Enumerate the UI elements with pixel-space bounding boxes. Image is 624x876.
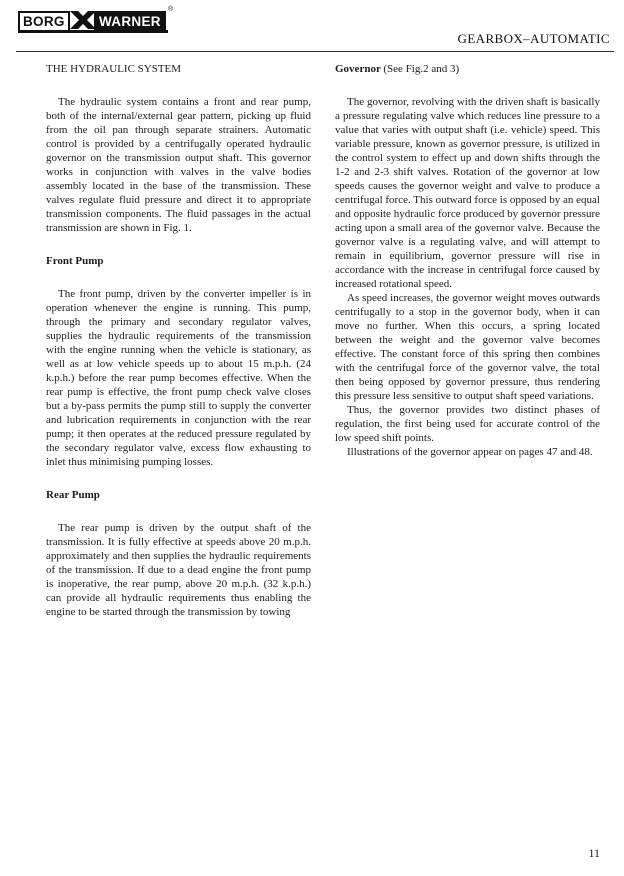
logo-underline: [18, 30, 168, 33]
hydraulic-system-title: THE HYDRAULIC SYSTEM: [46, 63, 182, 75]
rear-pump-heading: Rear Pump: [46, 489, 100, 501]
logo-borg-word: BORG: [18, 11, 70, 32]
hydraulic-intro-paragraph: The hydraulic system contains a front and rear pump, both of the internal/external gear pattern, picking up fluid from the oil pan through separate strainers. Automatic control is provided by a centrifugally operated hydraulic governor on the transmission output shaft. This governor works in conjunction with valves in the valve bodies assembly located in the base of the transmission. These valves regulate fluid pressure and direct it to appropriate transmission components. The fluid passages in the actual transmission are shown in Fig. 1.: [46, 96, 311, 234]
governor-heading: Governor: [335, 63, 381, 75]
right-column: [335, 62, 600, 459]
rear-pump-paragraph: The rear pump is driven by the output shaft of the transmission. It is fully effective at speeds above 20 m.p.h. approximately and then supplies the hydraulic requirements of the transmission. If due to a dead engine the front pump is inoperative, the rear pump, above 20 m.p.h. (32 k.p.h.) can provide all hydraulic requirements thus enabling the engine to be started through the transmission by towing: [46, 522, 311, 618]
borg-warner-logo: [18, 6, 174, 38]
front-pump-paragraph: The front pump, driven by the converter impeller is in operation whenever the engine is running. This pump, through the primary and secondary regulator valves, supplies the hydraulic requirements of the transmission with the engine running when the vehicle is stationary, as well as at low vehicle speeds up to about 15 m.p.h. (24 k.p.h.) before the rear pump becomes effective. When the rear pump is effective, the front pump check valve closes but a by-pass permits the pump still to supply the converter and lubrication requirements in conjunction with the rear pump; it then operates at the reduced pressure regulated by the secondary regulator valve, excess flow exhausting to inlet thus minimising pumping losses.: [46, 288, 311, 468]
governor-heading-line: [335, 62, 600, 76]
governor-paragraph-4: Illustrations of the governor appear on pages 47 and 48.: [347, 446, 593, 458]
header-rule: [16, 51, 614, 52]
left-column: [46, 62, 311, 619]
logo-warner-word: WARNER: [94, 11, 166, 32]
governor-figure-reference: (See Fig.2 and 3): [383, 63, 460, 75]
logo-cross-icon: [70, 8, 96, 32]
registered-mark: ®: [168, 6, 174, 13]
governor-paragraph-2: As speed increases, the governor weight moves outwards centrifugally to a stop in the governor body, when it can move no further. When this occurs, a spring located between the weight and the governor valve becomes effective. The constant force of this spring then combines with the centrifugal force of the governor valve, the total then being opposed by governor pressure, thus rendering this pressure less sensitive to output shaft speed variations.: [335, 292, 600, 402]
governor-paragraph-1: The governor, revolving with the driven shaft is basically a pressure regulating valve which reduces line pressure to a value that varies with output shaft (i.e. vehicle) speed. This variable pressure, known as governor pressure, is utilized in the control system to effect up and down shifts through the 1-2 and 2-3 shift valves. Rotation of the governor at low speeds causes the governor weight and valve to produce a centrifugal force. This outward force is opposed by an equal and opposite hydraulic force produced by governor pressure acting upon a small area of the governor valve. Because the governor valve is a regulating valve, and will attempt to remain in equilibrium, governor pressure will rise in accordance with the increase in centrifugal force caused by increased rotational speed.: [335, 96, 600, 290]
page-number: 11: [588, 846, 600, 860]
section-title: GEARBOX–AUTOMATIC: [457, 31, 610, 46]
front-pump-heading: Front Pump: [46, 255, 104, 267]
governor-paragraph-3: Thus, the governor provides two distinct phases of regulation, the first being used for accurate control of the low speed shift points.: [335, 404, 600, 444]
